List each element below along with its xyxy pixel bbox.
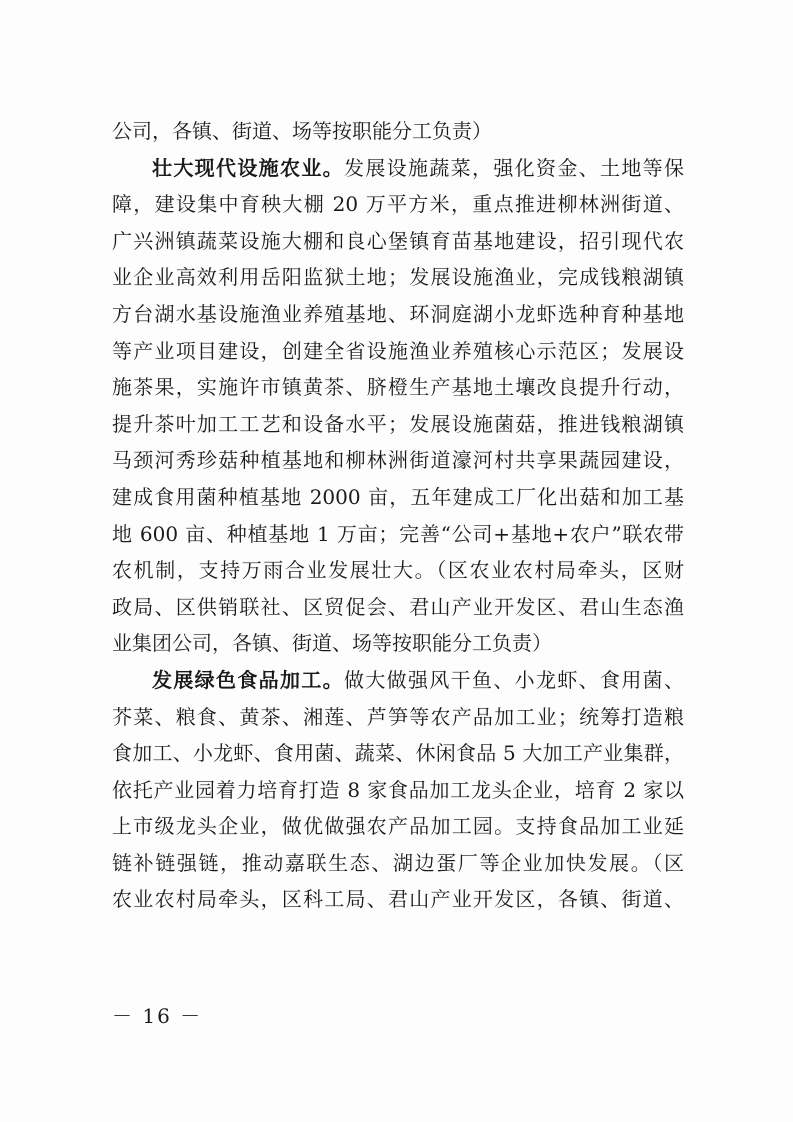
text-line: 业企业高效利用岳阳监狱土地；发展设施渔业，完成钱粮湖镇 bbox=[112, 265, 684, 290]
text-line: 提升茶叶加工工艺和设备水平；发展设施菌菇，推进钱粮湖镇 bbox=[112, 411, 684, 436]
paragraph-heading: 发展绿色食品加工。 bbox=[152, 667, 344, 692]
text-line: 业集团公司，各镇、街道、场等按职能分工负责） bbox=[112, 631, 552, 656]
document-body bbox=[112, 113, 684, 918]
text-line: 农机制，支持万雨合业发展壮大。（区农业农村局牵头，区财 bbox=[112, 558, 684, 583]
text-line: 政局、区供销联社、区贸促会、君山产业开发区、君山生态渔 bbox=[112, 594, 684, 619]
page-number: － 16 － bbox=[112, 1004, 203, 1028]
text-line: 方台湖水基设施渔业养殖基地、环洞庭湖小龙虾选种育种基地 bbox=[112, 301, 684, 326]
text-line bbox=[112, 662, 684, 699]
text-line: 施茶果，实施许市镇黄茶、脐橙生产基地土壤改良提升行动， bbox=[112, 375, 684, 400]
paragraph-facility-agriculture bbox=[112, 150, 684, 662]
text-line: 链补链强链，推动嘉联生态、湖边蛋厂等企业加快发展。（区 bbox=[112, 850, 684, 875]
text-line: 农业农村局牵头，区科工局、君山产业开发区，各镇、街道、 bbox=[112, 887, 684, 912]
text-line: 障，建设集中育秧大棚 20 万平方米，重点推进柳林洲街道、 bbox=[112, 192, 684, 217]
text-line: 马颈河秀珍菇种植基地和柳林洲街道濠河村共享果蔬园建设， bbox=[112, 448, 684, 473]
paragraph-continuation bbox=[112, 113, 684, 150]
text-run: 发展设施蔬菜，强化资金、土地等保 bbox=[344, 155, 684, 180]
text-line bbox=[112, 150, 684, 187]
text-line: 食加工、小龙虾、食用菌、蔬菜、休闲食品 5 大加工产业集群， bbox=[112, 741, 684, 766]
text-line: 依托产业园着力培育打造 8 家食品加工龙头企业，培育 2 家以 bbox=[112, 777, 684, 802]
text-line: 等产业项目建设，创建全省设施渔业养殖核心示范区；发展设 bbox=[112, 338, 684, 363]
paragraph-heading: 壮大现代设施农业。 bbox=[152, 155, 344, 180]
paragraph-green-food-processing bbox=[112, 662, 684, 918]
text-line: 芥菜、粮食、黄茶、湘莲、芦笋等农产品加工业；统筹打造粮 bbox=[112, 704, 684, 729]
text-line: 上市级龙头企业，做优做强农产品加工园。支持食品加工业延 bbox=[112, 814, 684, 839]
text-run: 做大做强风干鱼、小龙虾、食用菌、 bbox=[344, 667, 684, 692]
text-line: 广兴洲镇蔬菜设施大棚和良心堡镇育苗基地建设，招引现代农 bbox=[112, 228, 684, 253]
text-line: 公司，各镇、街道、场等按职能分工负责） bbox=[112, 119, 492, 143]
text-line: 地 600 亩、种植基地 1 万亩；完善“公司+基地+农户”联农带 bbox=[112, 521, 684, 546]
text-line: 建成食用菌种植基地 2000 亩，五年建成工厂化出菇和加工基 bbox=[112, 484, 684, 509]
